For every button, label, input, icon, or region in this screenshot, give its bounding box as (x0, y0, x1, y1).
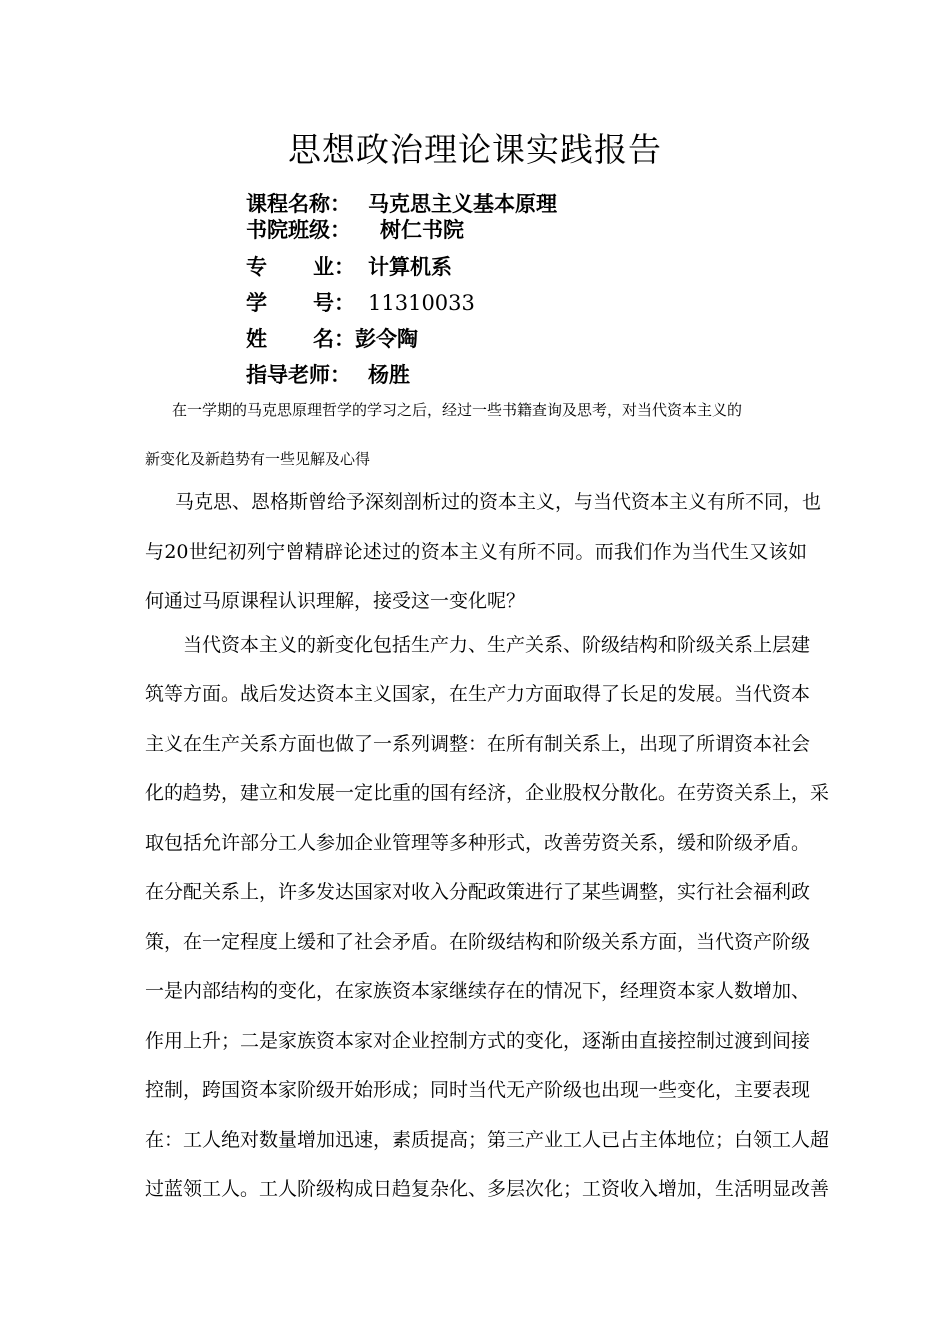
para2-line-10: 控制，跨国资本家阶级开始形成；同时当代无产阶级也出现一些变化，主要表现 (145, 1079, 811, 1101)
name-label-2: 名： (313, 327, 355, 351)
student-id-label-2: 号： (313, 291, 355, 315)
para1-line-1: 马克思、恩格斯曾给予深刻剖析过的资本主义，与当代资本主义有所不同，也 (175, 491, 822, 513)
course-value: 马克思主义基本原理 (368, 192, 557, 216)
course-label: 课程名称： (246, 192, 351, 216)
intro-line-2: 新变化及新趋势有一些见解及心得 (145, 450, 371, 468)
para2-line-4: 化的趋势，建立和发展一定比重的国有经济，企业股权分散化。在劳资关系上，采 (145, 782, 830, 804)
para2-line-6: 在分配关系上，许多发达国家对收入分配政策进行了某些调整，实行社会福利政 (145, 881, 811, 903)
para2-line-3: 主义在生产关系方面也做了一系列调整：在所有制关系上，出现了所谓资本社会 (145, 733, 811, 755)
major-label-1: 专 (246, 255, 267, 279)
para1-line-2: 与20世纪初列宁曾精辟论述过的资本主义有所不同。而我们作为当代生又该如 (145, 541, 807, 563)
major-label-2: 业： (313, 255, 355, 279)
para2-line-2: 筑等方面。战后发达资本主义国家，在生产力方面取得了长足的发展。当代资本 (145, 683, 811, 705)
intro-line-1: 在一学期的马克思原理哲学的学习之后，经过一些书籍查询及思考，对当代资本主义的 (172, 401, 743, 419)
para2-line-1: 当代资本主义的新变化包括生产力、生产关系、阶级结构和阶级关系上层建 (183, 634, 811, 656)
class-label: 书院班级： (246, 218, 351, 242)
advisor-label: 指导老师： (246, 363, 351, 387)
para2-line-9: 作用上升；二是家族资本家对企业控制方式的变化，逐渐由直接控制过渡到间接 (145, 1030, 811, 1052)
para2-line-5: 取包括允许部分工人参加企业管理等多种形式，改善劳资关系，缓和阶级矛盾。 (145, 832, 811, 854)
class-value: 树仁书院 (380, 218, 464, 242)
para1-line-3: 何通过马原课程认识理解，接受这一变化呢？ (145, 590, 526, 612)
major-value: 计算机系 (368, 255, 452, 279)
student-id-label-1: 学 (246, 291, 267, 315)
name-value: 彭令陶 (355, 327, 418, 351)
para2-line-7: 策，在一定程度上缓和了社会矛盾。在阶级结构和阶级关系方面，当代资产阶级 (145, 931, 811, 953)
advisor-value: 杨胜 (368, 363, 410, 387)
student-id-value: 11310033 (368, 291, 475, 315)
para2-line-11: 在：工人绝对数量增加迅速，素质提高；第三产业工人已占主体地位；白领工人超 (145, 1129, 830, 1151)
name-label-1: 姓 (246, 327, 267, 351)
report-title: 思想政治理论课实践报告 (288, 130, 662, 169)
para2-line-12: 过蓝领工人。工人阶级构成日趋复杂化、多层次化；工资收入增加，生活明显改善 (145, 1178, 830, 1200)
para2-line-8: 一是内部结构的变化，在家族资本家继续存在的情况下，经理资本家人数增加、 (145, 980, 811, 1002)
